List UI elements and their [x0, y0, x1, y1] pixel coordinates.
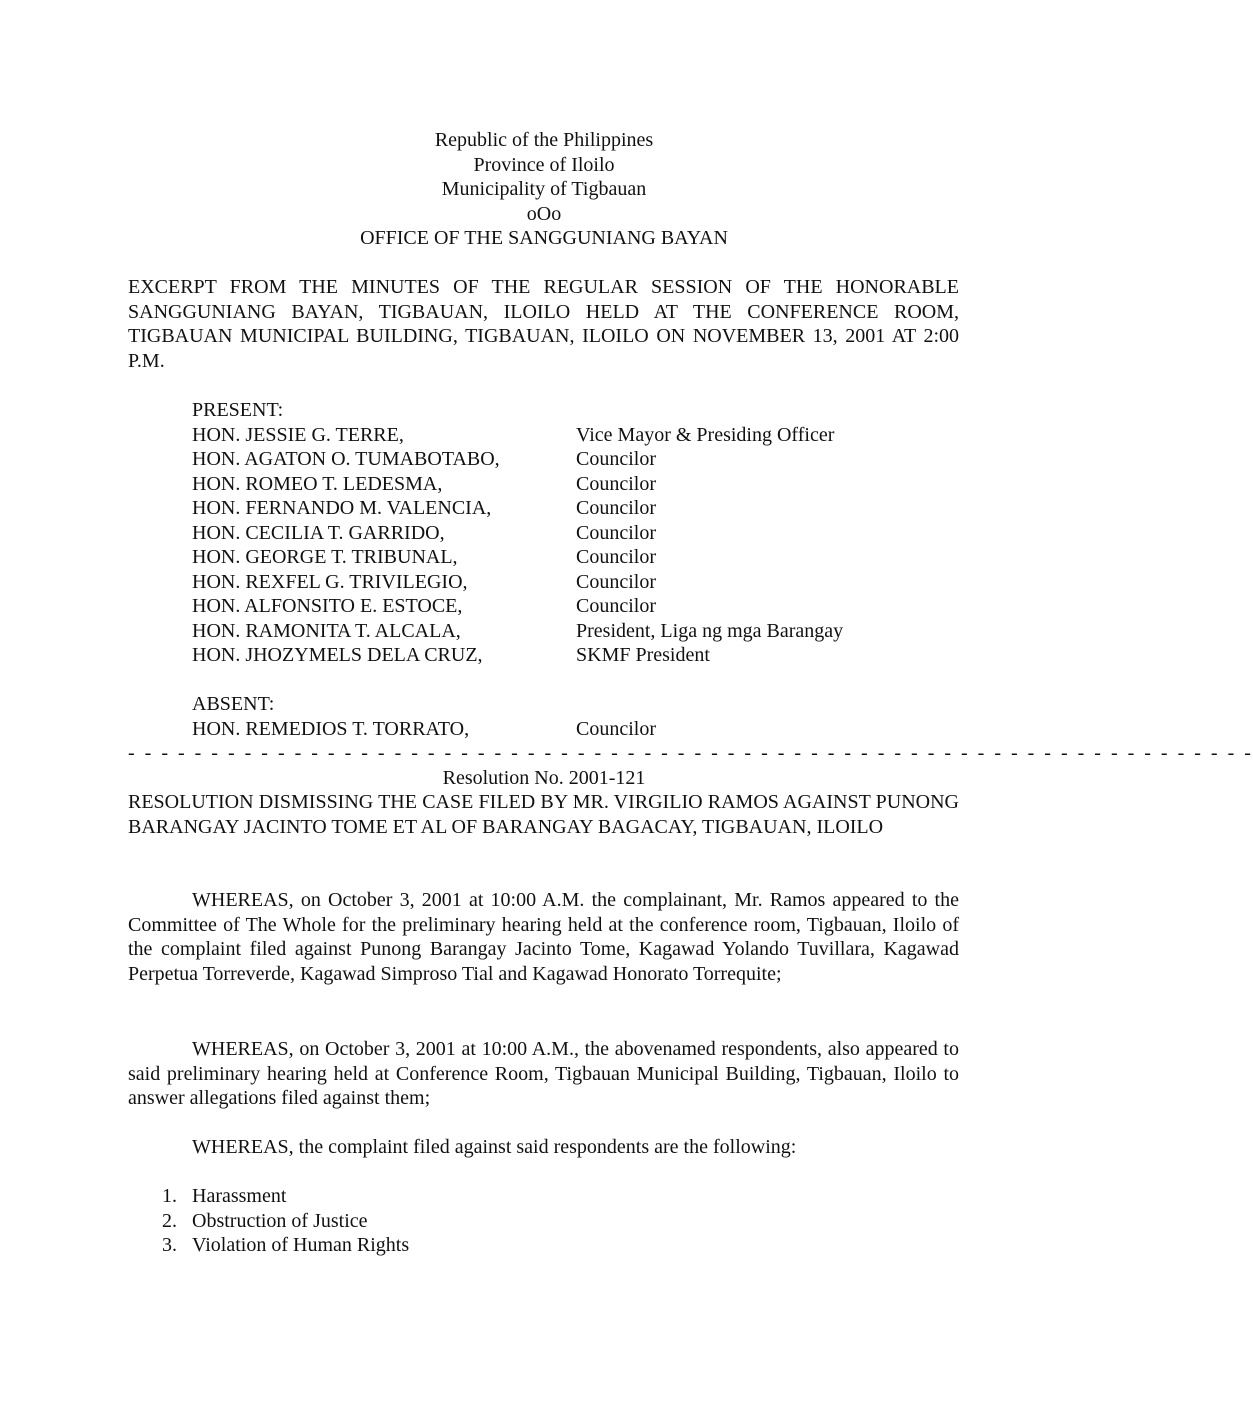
- absentee-role: Councilor: [576, 717, 656, 740]
- header-office: OFFICE OF THE SANGGUNIANG BAYAN: [360, 227, 728, 249]
- header-ornament: oOo: [526, 202, 562, 225]
- header-province: Province of Iloilo: [473, 153, 615, 176]
- attendee-role: Councilor: [576, 497, 656, 519]
- spacer: [192, 668, 959, 693]
- dashed-divider: - - - - - - - - - - - - - - - - - - - - - - - - - - - - - - - - - - - - - - - - - - - - - - - - - - - - - - - - - - - - - - - - - - - -: [128, 742, 1253, 764]
- attendee-name: HON. REXFEL G. TRIVILEGIO,: [192, 570, 468, 593]
- attendee-role: Councilor: [576, 472, 656, 495]
- attendee-row: [192, 423, 959, 448]
- attendee-role: President, Liga ng mga Barangay: [576, 619, 844, 642]
- whereas-paragraph: WHEREAS, on October 3, 2001 at 10:00 A.M., the abovenamed respondents, also appeared to said preliminary hearing held at Conference Room, Tigbauan Municipal Building, Tigbauan, Iloilo to answer allegations filed against them;: [128, 1038, 959, 1109]
- attendee-row: [192, 472, 959, 497]
- whereas-paragraph: WHEREAS, the complaint filed against said respondents are the following:: [192, 1136, 797, 1158]
- attendee-name: HON. AGATON O. TUMABOTABO,: [192, 448, 500, 470]
- attendee-name: HON. JESSIE G. TERRE,: [192, 423, 404, 446]
- absentee-row: [192, 717, 959, 742]
- attendee-role: Councilor: [576, 546, 656, 568]
- attendee-row: [192, 545, 959, 570]
- attendance-section: [192, 398, 959, 741]
- attendee-row: [192, 447, 959, 472]
- attendee-row: [192, 643, 959, 668]
- attendee-name: HON. JHOZYMELS DELA CRUZ,: [192, 644, 483, 666]
- attendee-row: [192, 619, 959, 644]
- list-item-number: 3.: [162, 1234, 177, 1256]
- minutes-excerpt-intro: EXCERPT FROM THE MINUTES OF THE REGULAR SESSION OF THE HONORABLE SANGGUNIANG BAYAN, TIGBAUAN, ILOILO HELD AT THE CONFERENCE ROOM, TIGBAUAN MUNICIPAL BUILDING, TIGBAUAN, ILOILO ON NOVEMBER 13, 2001 AT 2:00 P.M.: [128, 276, 959, 372]
- attendee-role: SKMF President: [576, 644, 710, 666]
- attendee-row: [192, 496, 959, 521]
- list-item-text: Obstruction of Justice: [192, 1209, 368, 1232]
- absent-heading: [192, 692, 959, 717]
- header-republic: Republic of the Philippines: [434, 129, 654, 151]
- list-item-number: 1.: [162, 1185, 177, 1207]
- header-municipality: Municipality of Tigbauan: [441, 178, 647, 200]
- attendee-row: [192, 521, 959, 546]
- attendee-name: HON. ROMEO T. LEDESMA,: [192, 472, 443, 495]
- attendee-role: Councilor: [576, 570, 656, 593]
- attendee-role: Councilor: [576, 595, 656, 617]
- absentee-name: HON. REMEDIOS T. TORRATO,: [192, 717, 470, 740]
- attendee-row: [192, 570, 959, 595]
- present-heading: [192, 398, 959, 423]
- present-label: PRESENT:: [192, 399, 284, 421]
- resolution-number: Resolution No. 2001-121: [442, 767, 646, 789]
- attendee-role: Councilor: [576, 521, 656, 544]
- list-item: [128, 1184, 959, 1209]
- attendee-name: HON. RAMONITA T. ALCALA,: [192, 619, 461, 642]
- attendee-role: Vice Mayor & Presiding Officer: [576, 423, 835, 446]
- list-item: [128, 1233, 959, 1258]
- complaints-list: [128, 1184, 959, 1258]
- letterhead: [0, 128, 1088, 251]
- attendee-name: HON. GEORGE T. TRIBUNAL,: [192, 546, 458, 568]
- attendee-role: Councilor: [576, 448, 656, 470]
- list-item-number: 2.: [162, 1209, 177, 1232]
- list-item: [128, 1209, 959, 1234]
- resolution-title: RESOLUTION DISMISSING THE CASE FILED BY MR. VIRGILIO RAMOS AGAINST PUNONG BARANGAY JACINTO TOME ET AL OF BARANGAY BAGACAY, TIGBAUAN, ILOILO: [128, 791, 959, 838]
- absent-label: ABSENT:: [192, 693, 275, 715]
- attendee-row: [192, 594, 959, 619]
- list-item-text: Violation of Human Rights: [192, 1234, 410, 1256]
- attendee-name: HON. ALFONSITO E. ESTOCE,: [192, 595, 463, 617]
- attendee-name: HON. FERNANDO M. VALENCIA,: [192, 497, 492, 519]
- attendee-name: HON. CECILIA T. GARRIDO,: [192, 521, 445, 544]
- list-item-text: Harassment: [192, 1185, 287, 1207]
- whereas-paragraph: WHEREAS, on October 3, 2001 at 10:00 A.M. the complainant, Mr. Ramos appeared to the Committee of The Whole for the preliminary hearing held at the conference room, Tigbauan, Iloilo of the complaint filed against Punong Barangay Jacinto Tome, Kagawad Yolando Tuvillara, Kagawad Perpetua Torreverde, Kagawad Simproso Tial and Kagawad Honorato Torrequite;: [128, 889, 959, 985]
